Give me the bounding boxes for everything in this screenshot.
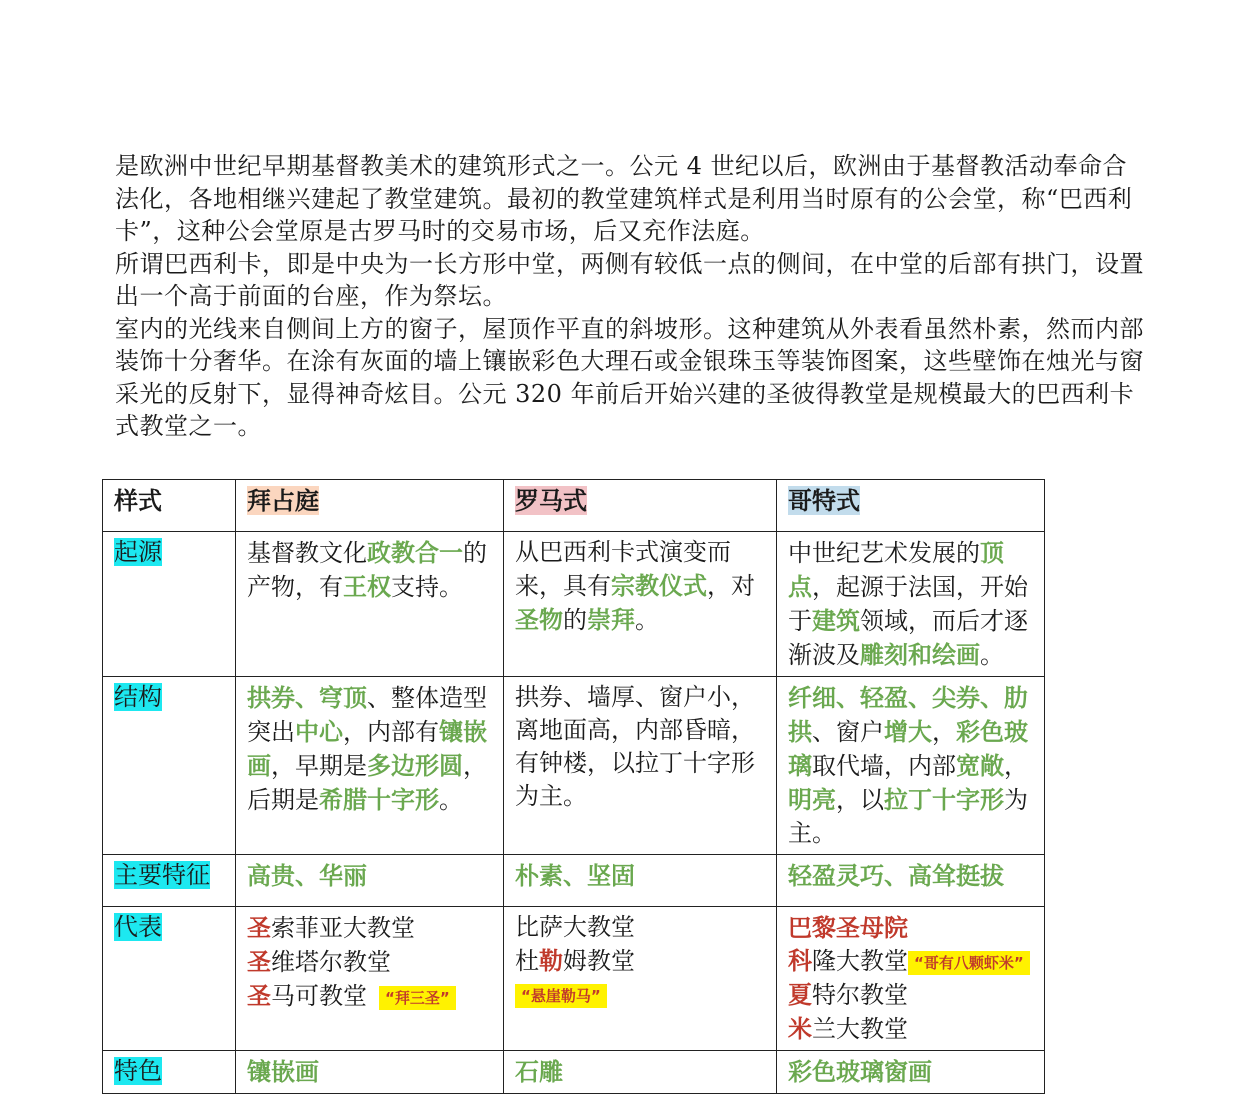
header-cell-gothic	[777, 480, 1045, 532]
table-row-specialty	[103, 1051, 1045, 1094]
keyword: 拱券、穹顶	[247, 683, 367, 712]
origin-romanesque	[504, 532, 777, 677]
list-item	[788, 978, 1034, 1012]
keyword: 宗教仪式	[611, 571, 707, 600]
keyword: 希腊十字形	[319, 785, 439, 814]
structure-romanesque	[504, 677, 777, 855]
text-run: 从巴西利卡式演变而来，具有	[515, 538, 731, 600]
text-run: 为主。	[788, 786, 1028, 847]
text-run: ，以	[836, 786, 884, 814]
row-label-cell	[103, 532, 236, 677]
list-item	[247, 911, 493, 945]
text-run: 取代墙，内部	[812, 752, 956, 780]
text-run: 兰大教堂	[812, 1015, 908, 1043]
keyword: 镶嵌画	[247, 1057, 319, 1086]
table-row-origin	[103, 532, 1045, 677]
keyword: 彩色玻璃	[788, 717, 1028, 780]
specialty-gothic	[777, 1051, 1045, 1094]
features-gothic	[777, 855, 1045, 907]
list-item: 巴黎圣母院	[788, 913, 908, 942]
keyword: 石雕	[515, 1057, 563, 1086]
intro-paragraph-3: 室内的光线来自侧间上方的窗子，屋顶作平直的斜坡形。这种建筑从外表看虽然朴素，然而内部装饰十分奢华。在涂有灰面的墙上镶嵌彩色大理石或金银珠玉等装饰图案，这些壁饰在烛光与窗采光的反射下，显得神奇炫目。公元 320 年前后开始兴建的圣彼得教堂是规模最大的巴西利卡式教堂之一。	[115, 314, 1144, 440]
keyword: 高贵、华丽	[247, 861, 367, 890]
header-cell-romanesque	[504, 480, 777, 532]
representatives-gothic	[777, 907, 1045, 1051]
keyword: 明亮	[788, 785, 836, 814]
architecture-comparison-table	[102, 479, 1045, 1094]
row-label-cell	[103, 907, 236, 1051]
origin-gothic	[777, 532, 1045, 677]
text-run: ，起源于法国，开始于	[788, 573, 1028, 635]
text-run: 隆大教堂	[812, 947, 908, 975]
representatives-romanesque	[504, 907, 777, 1051]
text-run: ，后期是	[247, 752, 487, 814]
mnemonic-note: “拜三圣”	[379, 986, 456, 1010]
text-run: 维塔尔教堂	[271, 948, 391, 976]
text-run: 。	[635, 606, 659, 634]
list-item	[247, 945, 493, 979]
header-cell-byzantine	[236, 480, 504, 532]
text-run: 姆教堂	[563, 947, 635, 975]
list-item	[247, 979, 493, 1013]
row-label-cell	[103, 677, 236, 855]
mnemonic-char: 米	[788, 1014, 812, 1043]
keyword: 建筑	[812, 606, 860, 635]
list-item	[515, 944, 766, 978]
specialty-romanesque	[504, 1051, 777, 1094]
keyword: 中心	[295, 717, 343, 746]
keyword: 彩色玻璃窗画	[788, 1057, 932, 1086]
representatives-byzantine	[236, 907, 504, 1051]
row-label-representatives: 代表	[114, 913, 162, 941]
intro-paragraph-2: 所谓巴西利卡，即是中央为一长方形中堂，两侧有较低一点的侧间，在中堂的后部有拱门，设置出一个高于前面的台座，作为祭坛。	[115, 249, 1144, 310]
row-label-origin: 起源	[114, 538, 162, 566]
text-run: 中世纪艺术发展的	[788, 539, 980, 567]
row-label-specialty: 特色	[114, 1057, 162, 1085]
text-run: 领域，而后才逐渐波及	[788, 607, 1028, 669]
keyword: 增大	[884, 717, 932, 746]
mnemonic-char: 圣	[247, 981, 271, 1010]
text-run: ，	[1004, 752, 1028, 780]
text-run: 。	[980, 641, 1004, 669]
text-run: ，对	[707, 572, 755, 600]
intro-text	[115, 150, 1145, 443]
specialty-byzantine	[236, 1051, 504, 1094]
header-gothic: 哥特式	[788, 486, 860, 515]
keyword: 圣物	[515, 605, 563, 634]
row-label-structure: 结构	[114, 683, 162, 711]
text-run: 支持。	[391, 573, 463, 601]
text-run: 拱券、墙厚、窗户小，离地面高，内部昏暗，有钟楼，以拉丁十字形为主。	[515, 683, 755, 810]
keyword: 多边形圆	[367, 751, 463, 780]
list-item	[515, 978, 766, 1011]
keyword: 拉丁十字形	[884, 785, 1004, 814]
origin-byzantine	[236, 532, 504, 677]
text-run: 。	[439, 786, 463, 814]
list-item: 比萨大教堂	[515, 913, 635, 941]
list-item	[788, 1012, 1034, 1046]
keyword: 宽敞	[956, 751, 1004, 780]
mnemonic-note: “哥有八颗虾米”	[908, 951, 1030, 975]
keyword: 崇拜	[587, 605, 635, 634]
text-run: 的产物，有	[247, 539, 487, 601]
mnemonic-note: “悬崖勒马”	[515, 984, 607, 1008]
row-label-features: 主要特征	[114, 861, 210, 889]
keyword: 政教合一	[367, 538, 463, 567]
text-run: 杜	[515, 947, 539, 975]
text-run: ，	[932, 718, 956, 746]
keyword: 朴素、坚固	[515, 861, 635, 890]
features-byzantine	[236, 855, 504, 907]
mnemonic-char: 圣	[247, 947, 271, 976]
table-row-features	[103, 855, 1045, 907]
list-item	[788, 944, 1034, 978]
header-style: 样式	[114, 486, 162, 515]
keyword: 顶点	[788, 538, 1004, 601]
text-run: 、整体造型突出	[247, 684, 487, 746]
mnemonic-char: 勒	[539, 946, 563, 975]
table-row-representatives	[103, 907, 1045, 1051]
structure-gothic	[777, 677, 1045, 855]
keyword: 雕刻和绘画	[860, 640, 980, 669]
intro-paragraph-1: 是欧洲中世纪早期基督教美术的建筑形式之一。公元 4 世纪以后，欧洲由于基督教活动奉命合法化，各地相继兴建起了教堂建筑。最初的教堂建筑样式是利用当时原有的公会堂，称“巴西利卡”，这种公会堂原是古罗马时的交易市场，后又充作法庭。	[115, 152, 1133, 245]
row-label-cell	[103, 855, 236, 907]
text-run: 基督教文化	[247, 539, 367, 567]
text-run: 索菲亚大教堂	[271, 914, 415, 942]
text-run: 的	[563, 606, 587, 634]
text-run: 特尔教堂	[812, 981, 908, 1009]
features-romanesque	[504, 855, 777, 907]
keyword: 轻盈灵巧、高耸挺拔	[788, 861, 1004, 890]
keyword: 纤细、轻盈、尖券、肋拱	[788, 683, 1028, 746]
header-romanesque: 罗马式	[515, 486, 587, 515]
mnemonic-char: 科	[788, 946, 812, 975]
mnemonic-char: 夏	[788, 980, 812, 1009]
table-header-row	[103, 480, 1045, 532]
structure-byzantine	[236, 677, 504, 855]
text-run: 马可教堂	[271, 982, 367, 1010]
text-run: ，早期是	[271, 752, 367, 780]
header-byzantine: 拜占庭	[247, 486, 319, 515]
table-row-structure	[103, 677, 1045, 855]
keyword: 镶嵌画	[247, 717, 487, 780]
text-run: 、窗户	[812, 718, 884, 746]
text-run: ，内部有	[343, 718, 439, 746]
keyword: 王权	[343, 572, 391, 601]
mnemonic-char: 圣	[247, 913, 271, 942]
header-cell-style	[103, 480, 236, 532]
row-label-cell	[103, 1051, 236, 1094]
